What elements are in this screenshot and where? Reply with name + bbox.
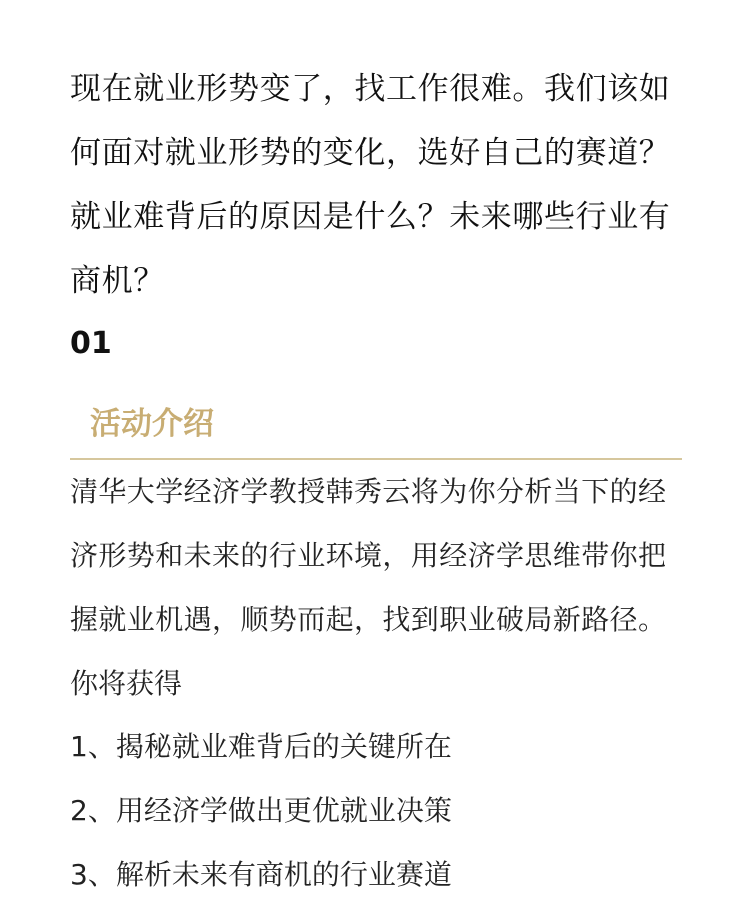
benefit-item: 3、解析未来有商机的行业赛道 bbox=[70, 858, 452, 891]
activity-description: 清华大学经济学教授韩秀云将为你分析当下的经济形势和未来的行业环境，用经济学思维带你把握就业机遇，顺势而起，找到职业破局新路径。 bbox=[70, 475, 667, 636]
gains-label: 你将获得 bbox=[70, 667, 183, 700]
benefit-item: 2、用经济学做出更优就业决策 bbox=[70, 794, 452, 827]
section-header bbox=[70, 398, 682, 460]
intro-paragraph: 现在就业形势变了，找工作很难。我们该如何面对就业形势的变化，选好自己的赛道？就业难背后的原因是什么？未来哪些行业有商机？ bbox=[70, 71, 671, 299]
section-title: 活动介绍 bbox=[90, 406, 214, 442]
section-number: 01 bbox=[70, 326, 112, 361]
benefit-item: 1、揭秘就业难背后的关键所在 bbox=[70, 730, 452, 763]
benefits-list bbox=[70, 715, 452, 907]
